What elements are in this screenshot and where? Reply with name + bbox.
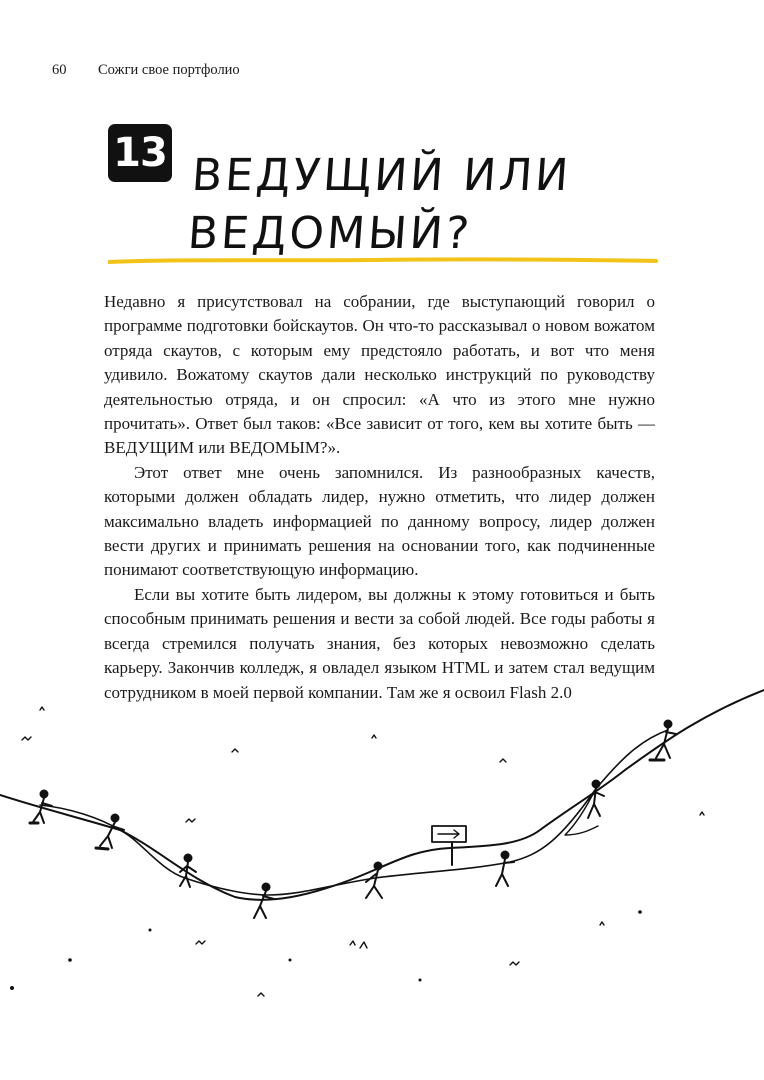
yellow-divider: [108, 254, 658, 268]
stick-figure-5: [366, 863, 382, 899]
book-title: Сожги свое портфолио: [98, 62, 240, 78]
running-head: [52, 62, 240, 79]
paragraph-1: Недавно я присутствовал на собрании, где выступающий говорил о программе подготовки бойскаутов. Он что-то рассказывал о новом вожатом отряда скаутов, с которым ему предстояло работать, и вот что меня удивило. Вожатому скаутов дали несколько инструкций по руководству деятельностью отряда, и он спросил: «А что из этого мне нужно прочитать». Ответ был таков: «Все зависит от того, кем вы хотите быть — ВЕДУЩИМ или ВЕДОМЫМ?».: [104, 292, 655, 458]
paragraph-2: Этот ответ мне очень запомнился. Из разнообразных качеств, которыми должен обладать лидер, нужно отметить, что лидер должен максимально владеть информацией по данному вопросу, лидер должен вести других и принимать решения на основании того, как подчиненные понимают соответствующую информацию.: [104, 462, 655, 580]
page-number: 60: [52, 62, 67, 78]
chapter-title-line-1: ВЕДУЩИЙ ИЛИ: [190, 150, 573, 202]
body-text: [104, 290, 655, 705]
hill-outline: [0, 690, 764, 900]
pebbles: [10, 910, 642, 990]
yellow-divider-stroke: [109, 259, 656, 262]
stick-figure-6: [496, 852, 514, 887]
arrow-sign-post: [432, 826, 466, 865]
chapter-number-badge: 13: [108, 124, 172, 182]
stick-figures-illustration: [0, 680, 764, 1080]
grass-tufts: [22, 707, 704, 996]
stick-figure-3: [180, 855, 196, 888]
rope: [40, 730, 668, 895]
chapter-title: [186, 147, 664, 263]
chapter-heading: [108, 118, 668, 258]
chapter-title-line-2: ВЕДОМЫЙ?: [186, 208, 474, 260]
rope-slack: [565, 790, 598, 835]
stick-figure-8: [650, 721, 676, 761]
paragraph-3: Если вы хотите быть лидером, вы должны к этому готовиться и быть способным принимать решения и вести за собой людей. Все годы работы я всегда стремился получать знания, без которых невозможно сделать карьеру. Закончив колледж, я овладел языком HTML и затем стал ведущим сотрудником в моей первой компании. Там же я освоил Flash 2.0: [104, 584, 655, 702]
